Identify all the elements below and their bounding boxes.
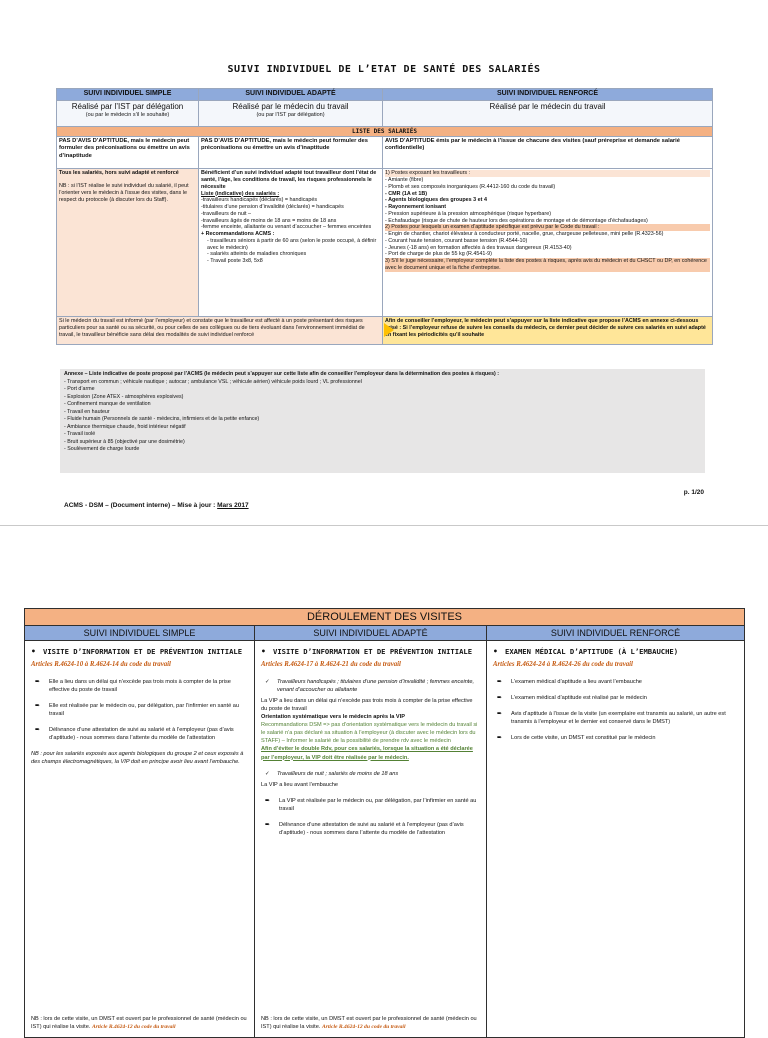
list-item: ➨ Délivrance d’une attestation de suivi au salarié et à l’employeur (pas d’avis d’aptitude) - nous sommes dans l’attente du modèle de l’attestation (31, 726, 248, 742)
renforce-description: 1) Postes exposant les travailleurs : - Amiante (fibre) - Plomb et ses composés inorganiques (R.4412-160 du code du travail) - CMR (1A et 1B) - Agents biologiques des groupes 3 et 4 - Rayonnement ionisant - Pression supérieure à la pression atmosphérique (risque hyperbare) - Echafaudage (risque de chute de hauteur lors des opérations de montage et de démontage d’échafaudages) 2) Postes pour lesquels un examen d’aptitude spécifique est prévu par le Code du travail : - Engin de chantier, chariot élévateur à conducteur porté, nacelle, grue, chargeuse pelleteuse, mini pelle (R.4323-56) - Courant haute tension, courant basse tension (R.4544-10) - Jeunes (-18 ans) en formation affectés à des travaux dangereux (R.4153-40) - Port de charge de plus de 55 kg (R.4541-9) 3) S’il le juge nécessaire, l’employeur complète la liste des postes à risques, après avis du médecin et du CHSCT ou DP, en cohérence avec le document unique et la fiche d’entreprise. (383, 169, 713, 317)
simple-nb: NB : pour les salariés exposés aux agents biologiques du groupe 2 et ceux exposés à des champs électromagnétiques, la VIP doit en principe avoir lieu avant l’embauche. (31, 751, 244, 766)
list-item: ➨ Lors de cette visite, un DMST est constitué par le médecin (493, 734, 738, 742)
column-renforce (487, 641, 745, 1038)
adapte-orientation: Orientation systématique vers le médecin après la VIP (261, 714, 405, 720)
simple-articles: Articles R.4624-10 à R.4624-14 du code du travail (31, 660, 171, 668)
list-item: ➨ Avis d’aptitude à l’issue de la visite (un exemplaire est transmis au salarié, un autre est transmis à l’employeur et le dernier est conservé dans le DMST) (493, 710, 738, 726)
adapte-recommandation: Recommandations DSM => pas d’orientation systématique vers le médecin du travail si le salarié n’a pas déclaré sa situation à l’employeur (à discuter avec le médecin lors du STAFF) – Informer le salarié de la possibilité de prendre rdv avec le médecin (261, 722, 478, 745)
deroulement-title: DÉROULEMENT DES VISITES (25, 609, 745, 626)
informe-note: Si le médecin du travail est informé (par l’employeur) et constate que le travailleur est affecté à un poste présentant des risques particuliers pour sa santé ou sa sécurité, ou pour celles de ses collègues ou de tiers évoluant dans l’environnement immédiat de travail, le travailleur bénéficie sans délai des modalités de suivi individuel renforcé (57, 317, 383, 345)
list-item: ➨ Elle est réalisée par le médecin ou, par délégation, par l’infirmier en santé au travail (31, 702, 248, 718)
liste-salaries-band: LISTE DES SALARIÉS (57, 126, 713, 137)
adapte-avant-embauche: La VIP a lieu avant l’embauche (261, 781, 339, 788)
realise-simple: Réalisé par l’IST par délégation (ou par le médecin s’il le souhaite) (57, 100, 199, 126)
header2-simple: SUIVI INDIVIDUEL SIMPLE (25, 626, 255, 641)
adapte-heading: • VISITE D’INFORMATION ET DE PRÉVENTION INITIALE (261, 647, 480, 657)
check-item: ✓ Travailleurs handicapés ; titulaires d’une pension d’invalidité ; femmes enceinte, venant d’accoucher ou allaitante (261, 678, 480, 694)
column-adapte (255, 641, 487, 1038)
page1-title: SUIVI INDIVIDUEL DE L’ETAT DE SANTÉ DES SALARIÉS (227, 64, 541, 75)
adapte-articles: Articles R.4624-17 à R.4624-21 du code du travail (261, 660, 401, 668)
simple-description: Tous les salariés, hors suivi adapté et renforcé NB : si l’IST réalise le suivi individuel du salarié, il peut l’orienter vers le médecin à l’issue des visites, dans le respect du protocole (à discuter lors du Staff). (57, 169, 199, 317)
page-number: p. 1/20 (683, 489, 704, 496)
adapte-description: Bénéficient d’un suivi individuel adapté tout travailleur dont l’état de santé, l’âge, les conditions de travail, les risques professionnels le nécessite Liste (indicative) des salariés : -travailleurs handicapés (déclarés) = handicapés -titulaires d’une pension d’invalidité (déclarés) = handicapés -travailleurs de nuit – -travailleurs âgés de moins de 18 ans = moins de 18 ans -femme enceinte, allaitante ou venant d’accoucher – femmes enceintes + Recommandations ACMS : - travailleurs séniors à partir de 60 ans (selon le poste occupé, à définir avec le médecin) - salariés atteints de maladies chroniques - Travail poste 3x8, 5x8 (199, 169, 383, 317)
header2-renforce: SUIVI INDIVIDUEL RENFORCÉ (487, 626, 745, 641)
list-item: ➨ L’examen médical d’aptitude a lieu avant l’embauche (493, 678, 738, 686)
document-page-2 (0, 525, 768, 1030)
adapte-delai: La VIP a lieu dans un délai qui n’excède pas trois mois à compter de la prise effective du poste de travail (261, 697, 473, 712)
conseiller-note: Afin de conseiller l’employeur, le médecin peut s’appuyer sur la liste indicative que propose l’ACMS en annexe ci-dessous grisé : Si l’employeur refuse de suivre les conseils du médecin, ce dernier peut décider de suivre ces salariés en suivi adapté en fixant les périodicités qu’il souhaite (383, 317, 713, 345)
list-item: ➨ L’examen médical d’aptitude est réalisé par le médecin (493, 694, 738, 702)
list-item: ➨ Elle a lieu dans un délai qui n’excède pas trois mois à compter de la prise effective du poste de travail (31, 678, 248, 694)
renforce-articles: Articles R.4624-24 à R.4624-26 du code du travail (493, 660, 633, 668)
suivi-table (56, 88, 713, 345)
avis-renforce: AVIS D’APTITUDE émis par le médecin à l’issue de chacune des visites (sauf préreprise et demande salarié confidentielle) (383, 137, 713, 169)
realise-adapte: Réalisé par le médecin du travail (ou par l’IST par délégation) (199, 100, 383, 126)
header-adapte: SUIVI INDIVIDUEL ADAPTÉ (199, 89, 383, 101)
renforce-heading: • EXAMEN MÉDICAL D’APTITUDE (À L’EMBAUCHE) (493, 647, 738, 657)
column-simple (25, 641, 255, 1038)
deroulement-table (24, 608, 745, 1038)
avis-simple: PAS D’AVIS D’APTITUDE, mais le médecin peut formuler des préconisations ou émettre un avis d’inaptitude (57, 137, 199, 169)
list-item: ➨ Délivrance d’une attestation de suivi au salarié et à l’employeur (pas d’avis d’aptitude) - nous sommes dans l’attente du modèle de l’attestation (261, 821, 480, 837)
page1-footer: ACMS - DSM – (Document interne) – Mise à jour : Mars 2017 (64, 502, 249, 509)
simple-heading: • VISITE D’INFORMATION ET DE PRÉVENTION INITIALE (31, 647, 248, 657)
adapte-bottom-nb: NB : lors de cette visite, un DMST est ouvert par le professionnel de santé (médecin ou IST) qui réalise la visite. Article R.4624-12 du code du travail (261, 1015, 477, 1030)
arrow-right-icon (384, 323, 394, 337)
header-simple: SUIVI INDIVIDUEL SIMPLE (57, 89, 199, 101)
check-item: ✓ Travailleurs de nuit ; salariés de moins de 18 ans (261, 770, 480, 778)
adapte-double-rdv: Afin d’éviter le double Rdv, pour ces salariés, lorsque la situation a été déclarée par l’employeur, la VIP doit être réalisée par le médecin. (261, 746, 473, 761)
header-renforce: SUIVI INDIVIDUEL RENFORCÉ (383, 89, 713, 101)
realise-renforce: Réalisé par le médecin du travail (383, 100, 713, 126)
header2-adapte: SUIVI INDIVIDUEL ADAPTÉ (255, 626, 487, 641)
simple-bottom-nb: NB : lors de cette visite, un DMST est ouvert par le professionnel de santé (médecin ou IST) qui réalise la visite. Article R.4624-12 du code du travail (31, 1015, 247, 1030)
avis-adapte: PAS D’AVIS D’APTITUDE, mais le médecin peut formuler des préconisations ou émettre un avis d’inaptitude (199, 137, 383, 169)
list-item: ➨ La VIP est réalisée par le médecin ou, par délégation, par l’infirmier en santé au travail (261, 797, 480, 813)
annexe-list: Annexe – Liste indicative de poste proposé par l’ACMS (le médecin peut s’appuyer sur cette liste afin de conseiller l’employeur dans la détermination des postes à risques) : - Transport en commun ; véhicule nautique ; autocar ; ambulance VSL ; véhicule aérien) véhicule poids lourd ; VL professionnel - Port d’arme - Explosion (Zone ATEX - atmosphères explosives) - Confinement manque de ventilation - Travail en hauteur - Fluide humain (Personnels de santé - médecins, infirmiers et de la petite enfance) - Ambiance thermique chaude, froid intérieur négatif - Travail isolé - Bruit supérieur à 85 (objectivé par une dosimétrie) - Soulèvement de charge lourde (60, 369, 705, 473)
